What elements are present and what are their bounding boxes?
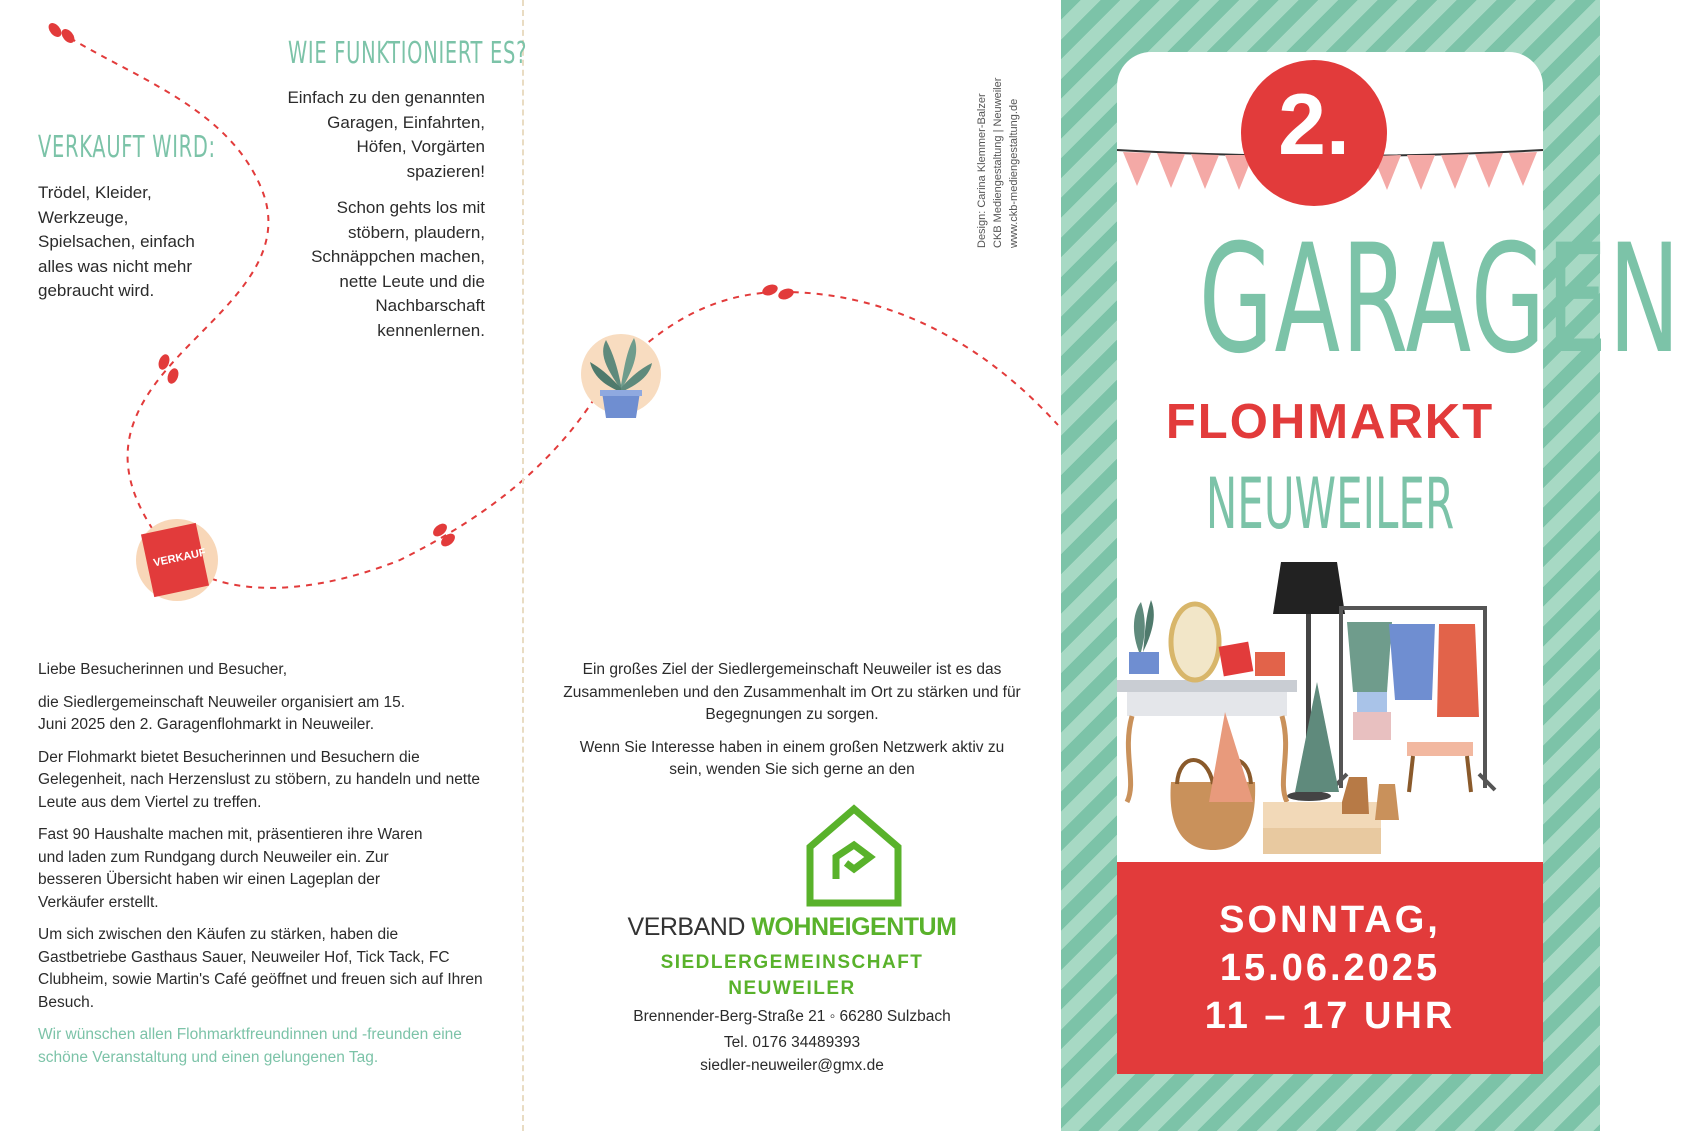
how-it-works-paragraph-2: Schon gehts los mit stöbern, plaudern, Schnäppchen machen, nette Leute und die Nachbarschaft kennenlernen.	[311, 198, 485, 340]
association-paragraph-1: Ein großes Ziel der Siedlergemeinschaft Neuweiler ist es das Zusammenleben und den Zusammenhalt im Ort zu stärken und für Begegnungen zu sorgen.	[563, 661, 1021, 723]
association-name-part-1: VERBAND	[627, 913, 752, 941]
letter-closing: Wir wünschen allen Flohmarktfreundinnen und -freunden eine schöne Veranstaltung und einen gelungenen Tag.	[38, 1026, 462, 1066]
what-is-sold-text: Trödel, Kleider, Werkzeuge, Spielsachen, einfach alles was nicht mehr gebraucht wird.	[38, 183, 195, 300]
letter-paragraph-3: Fast 90 Haushalte machen mit, präsentieren ihre Waren und laden zum Rundgang durch Neuweiler ein. Zur besseren Übersicht haben wir einen Lageplan der Verkäufer erstellt.	[38, 826, 423, 911]
association-paragraph-2: Wenn Sie Interesse haben in einem großen Netzwerk aktiv zu sein, wenden Sie sich gerne an den	[579, 738, 1005, 778]
flea-market-illustration	[1117, 552, 1543, 862]
association-info	[557, 659, 1027, 792]
fold-line	[522, 0, 524, 1131]
association-subtitle-1: SIEDLERGEMEINSCHAFT	[660, 952, 924, 973]
date-day: 15.06.2025	[1219, 947, 1441, 989]
design-credit-line-1: Design: Carina Klemmer-Balzer	[976, 93, 988, 248]
cover-title: GARAGEN	[1198, 213, 1681, 387]
design-credit-line-2: CKB Mediengestaltung | Neuweiler	[992, 77, 1004, 248]
cover-card	[1117, 52, 1681, 1074]
letter-paragraph-2: Der Flohmarkt bietet Besucherinnen und Besuchern die Gelegenheit, nach Herzenslust zu stöbern, zu handeln und nette Leute aus dem Viertel zu treffen.	[38, 748, 481, 811]
design-credit	[976, 38, 1020, 248]
welcome-letter	[38, 659, 488, 1079]
association-subtitle-2: NEUWEILER	[728, 978, 856, 999]
association-phone: Tel. 0176 34489393	[723, 1034, 861, 1051]
date-time: 11 – 17 UHR	[1204, 995, 1456, 1037]
date-weekday: SONNTAG,	[1219, 899, 1441, 941]
what-is-sold-heading: VERKAUFT WIRD:	[38, 130, 216, 165]
association-address: Brennender-Berg-Straße 21 ◦ 66280 Sulzbach	[633, 1008, 951, 1025]
association-email: siedler-neuweiler@gmx.de	[700, 1057, 884, 1074]
date-box	[1117, 862, 1543, 1074]
sale-sign-label: VERKAUF	[152, 546, 207, 570]
how-it-works-paragraph-1: Einfach zu den genannten Garagen, Einfahrten, Höfen, Vorgärten spazieren!	[287, 88, 485, 181]
sale-sign-illustration	[135, 518, 219, 602]
plant-icon	[578, 330, 664, 426]
letter-paragraph-4: Um sich zwischen den Käufen zu stärken, haben die Gastbetriebe Gasthaus Sauer, Neuweiler Hof, Tick Tack, FC Clubheim, sowie Martin's Café geöffnet und freuen sich auf Ihren Besuch.	[38, 926, 483, 1011]
cover-place: NEUWEILER	[1205, 463, 1455, 545]
design-credit-line-3: www.ckb-mediengestaltung.de	[1008, 98, 1020, 248]
association-name	[557, 913, 1027, 942]
letter-paragraph-1: die Siedlergemeinschaft Neuweiler organisiert am 15. Juni 2025 den 2. Garagenflohmarkt in Neuweiler.	[38, 693, 406, 733]
edition-number: 2.	[1278, 77, 1350, 173]
how-it-works-heading: WIE FUNKTIONIERT ES?	[288, 36, 528, 71]
cover-subtitle: FLOHMARKT	[1165, 395, 1495, 449]
house-logo-icon	[806, 805, 902, 907]
letter-greeting: Liebe Besucherinnen und Besucher,	[38, 661, 288, 678]
association-name-part-2: WOHNEIGENTUM	[751, 913, 957, 941]
